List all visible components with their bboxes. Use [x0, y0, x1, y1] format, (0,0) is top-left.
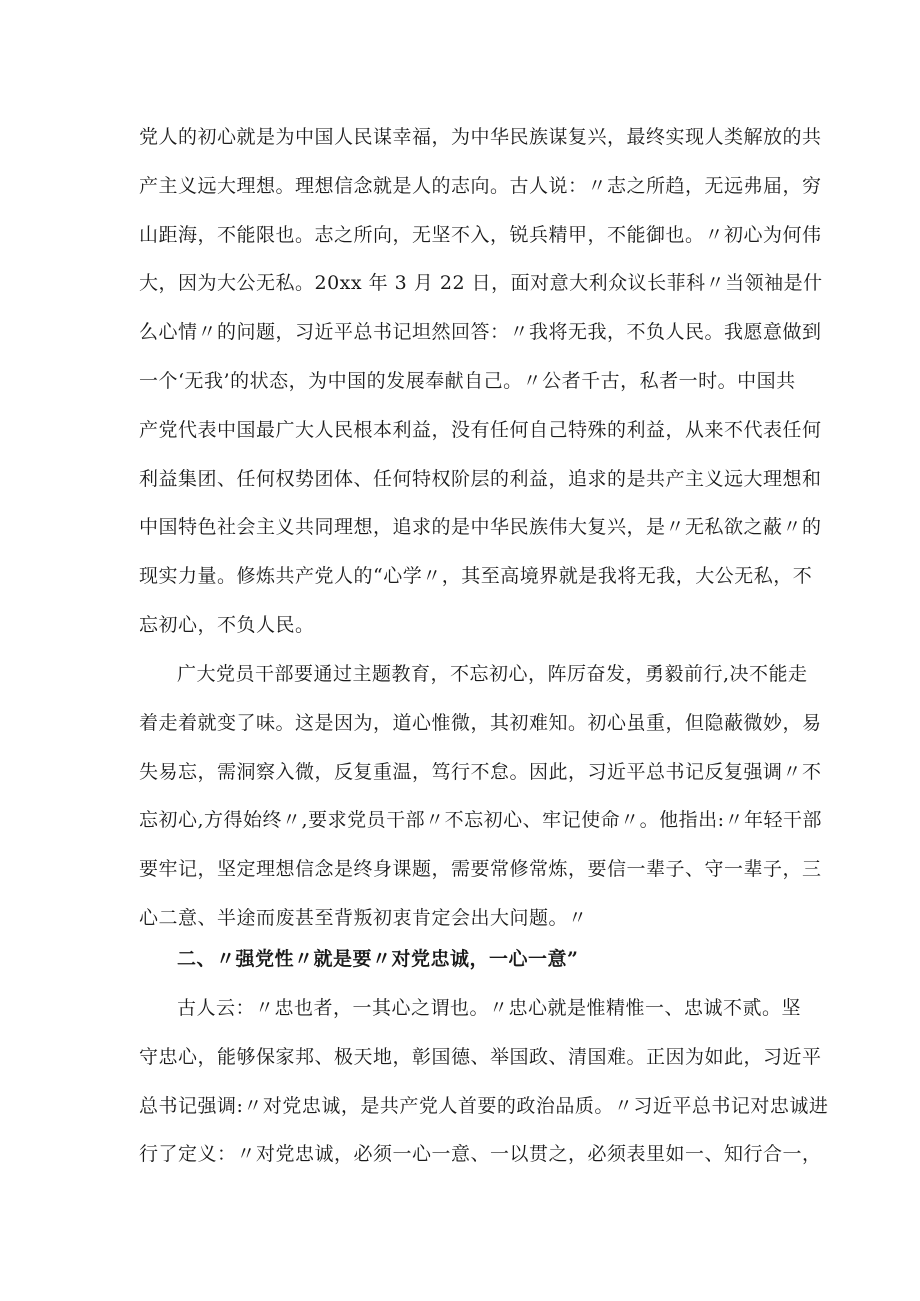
paragraph-1 [139, 113, 823, 650]
paragraph-line: 要牢记，坚定理想信念是终身课题，需要常修常炼，要信一辈子、守一辈子，三 [139, 858, 822, 881]
paragraph-line: 古人云：〃忠也者，一其心之谓也。〃忠心就是惟精惟一、忠诚不贰。坚 [177, 997, 802, 1019]
paragraph-line: 党人的初心就是为中国人民谋幸福，为中华民族谋复兴，最终实现人类解放的共 [139, 126, 822, 148]
paragraph-line: 么心情〃的问题，习近平总书记坦然回答：〃我将无我，不负人民。我愿意做到 [139, 321, 822, 344]
section-heading-text: 二、〃强党性〃就是要〃对党忠诚，一心一意” [177, 948, 579, 970]
paragraph-line: 着走着就变了味。这是因为，道心惟微，其初难知。初心虽重，但隐蔽微妙，易 [139, 711, 822, 734]
paragraph-line: 心二意、半途而废甚至背叛初衷肯定会出大问题。〃 [139, 906, 588, 929]
paragraph-line: 总书记强调:〃对党忠诚，是共产党人首要的政治品质。〃习近平总书记对忠诚进 [139, 1094, 829, 1117]
paragraph-line: 一个‘无我’的状态，为中国的发展奉献自己。〃公者千古，私者一时。中国共 [139, 369, 796, 392]
paragraph-line: 现实力量。修炼共产党人的“心学〃，其至高境界就是我将无我，大公无私，不 [139, 565, 813, 588]
paragraph-line: 大，因为大公无私。20xx 年 3 月 22 日，面对意大利众议长菲科〃当领袖是什 [139, 272, 823, 295]
paragraph-line: 广大党员干部要通过主题教育，不忘初心，阵厉奋发，勇毅前行,决不能走 [177, 663, 808, 685]
paragraph-line: 忘初心,方得始终〃,要求党员干部〃不忘初心、牢记使命〃。他指出:〃年轻干部 [139, 809, 822, 832]
paragraph-3 [139, 984, 829, 1179]
paragraph-line: 行了定义：〃对党忠诚，必须一心一意、一以贯之，必须表里如一、知行合一， [139, 1143, 822, 1166]
paragraph-line: 中国特色社会主义共同理想，追求的是中华民族伟大复兴，是〃无私欲之蔽〃的 [139, 516, 822, 539]
section-heading [139, 935, 783, 984]
paragraph-line: 忘初心，不负人民。 [139, 613, 315, 636]
paragraph-2 [139, 650, 822, 943]
paragraph-line: 利益集团、任何权势团体、任何特权阶层的利益，追求的是共产主义远大理想和 [139, 467, 822, 490]
paragraph-line: 山距海，不能限也。志之所向，无坚不入，锐兵精甲，不能御也。〃初心为何伟 [139, 223, 822, 246]
paragraph-line: 失易忘，需洞察入微，反复重温，笃行不怠。因此，习近平总书记反复强调〃不 [139, 760, 822, 783]
paragraph-line: 守忠心，能够保家邦、极天地，彰国德、举国政、清国难。正因为如此，习近平 [139, 1045, 822, 1068]
paragraph-line: 产主义远大理想。理想信念就是人的志向。古人说：〃志之所趋，无远弗届，穷 [139, 174, 822, 197]
paragraph-line: 产党代表中国最广大人民根本利益，没有任何自己特殊的利益，从来不代表任何 [139, 418, 822, 441]
